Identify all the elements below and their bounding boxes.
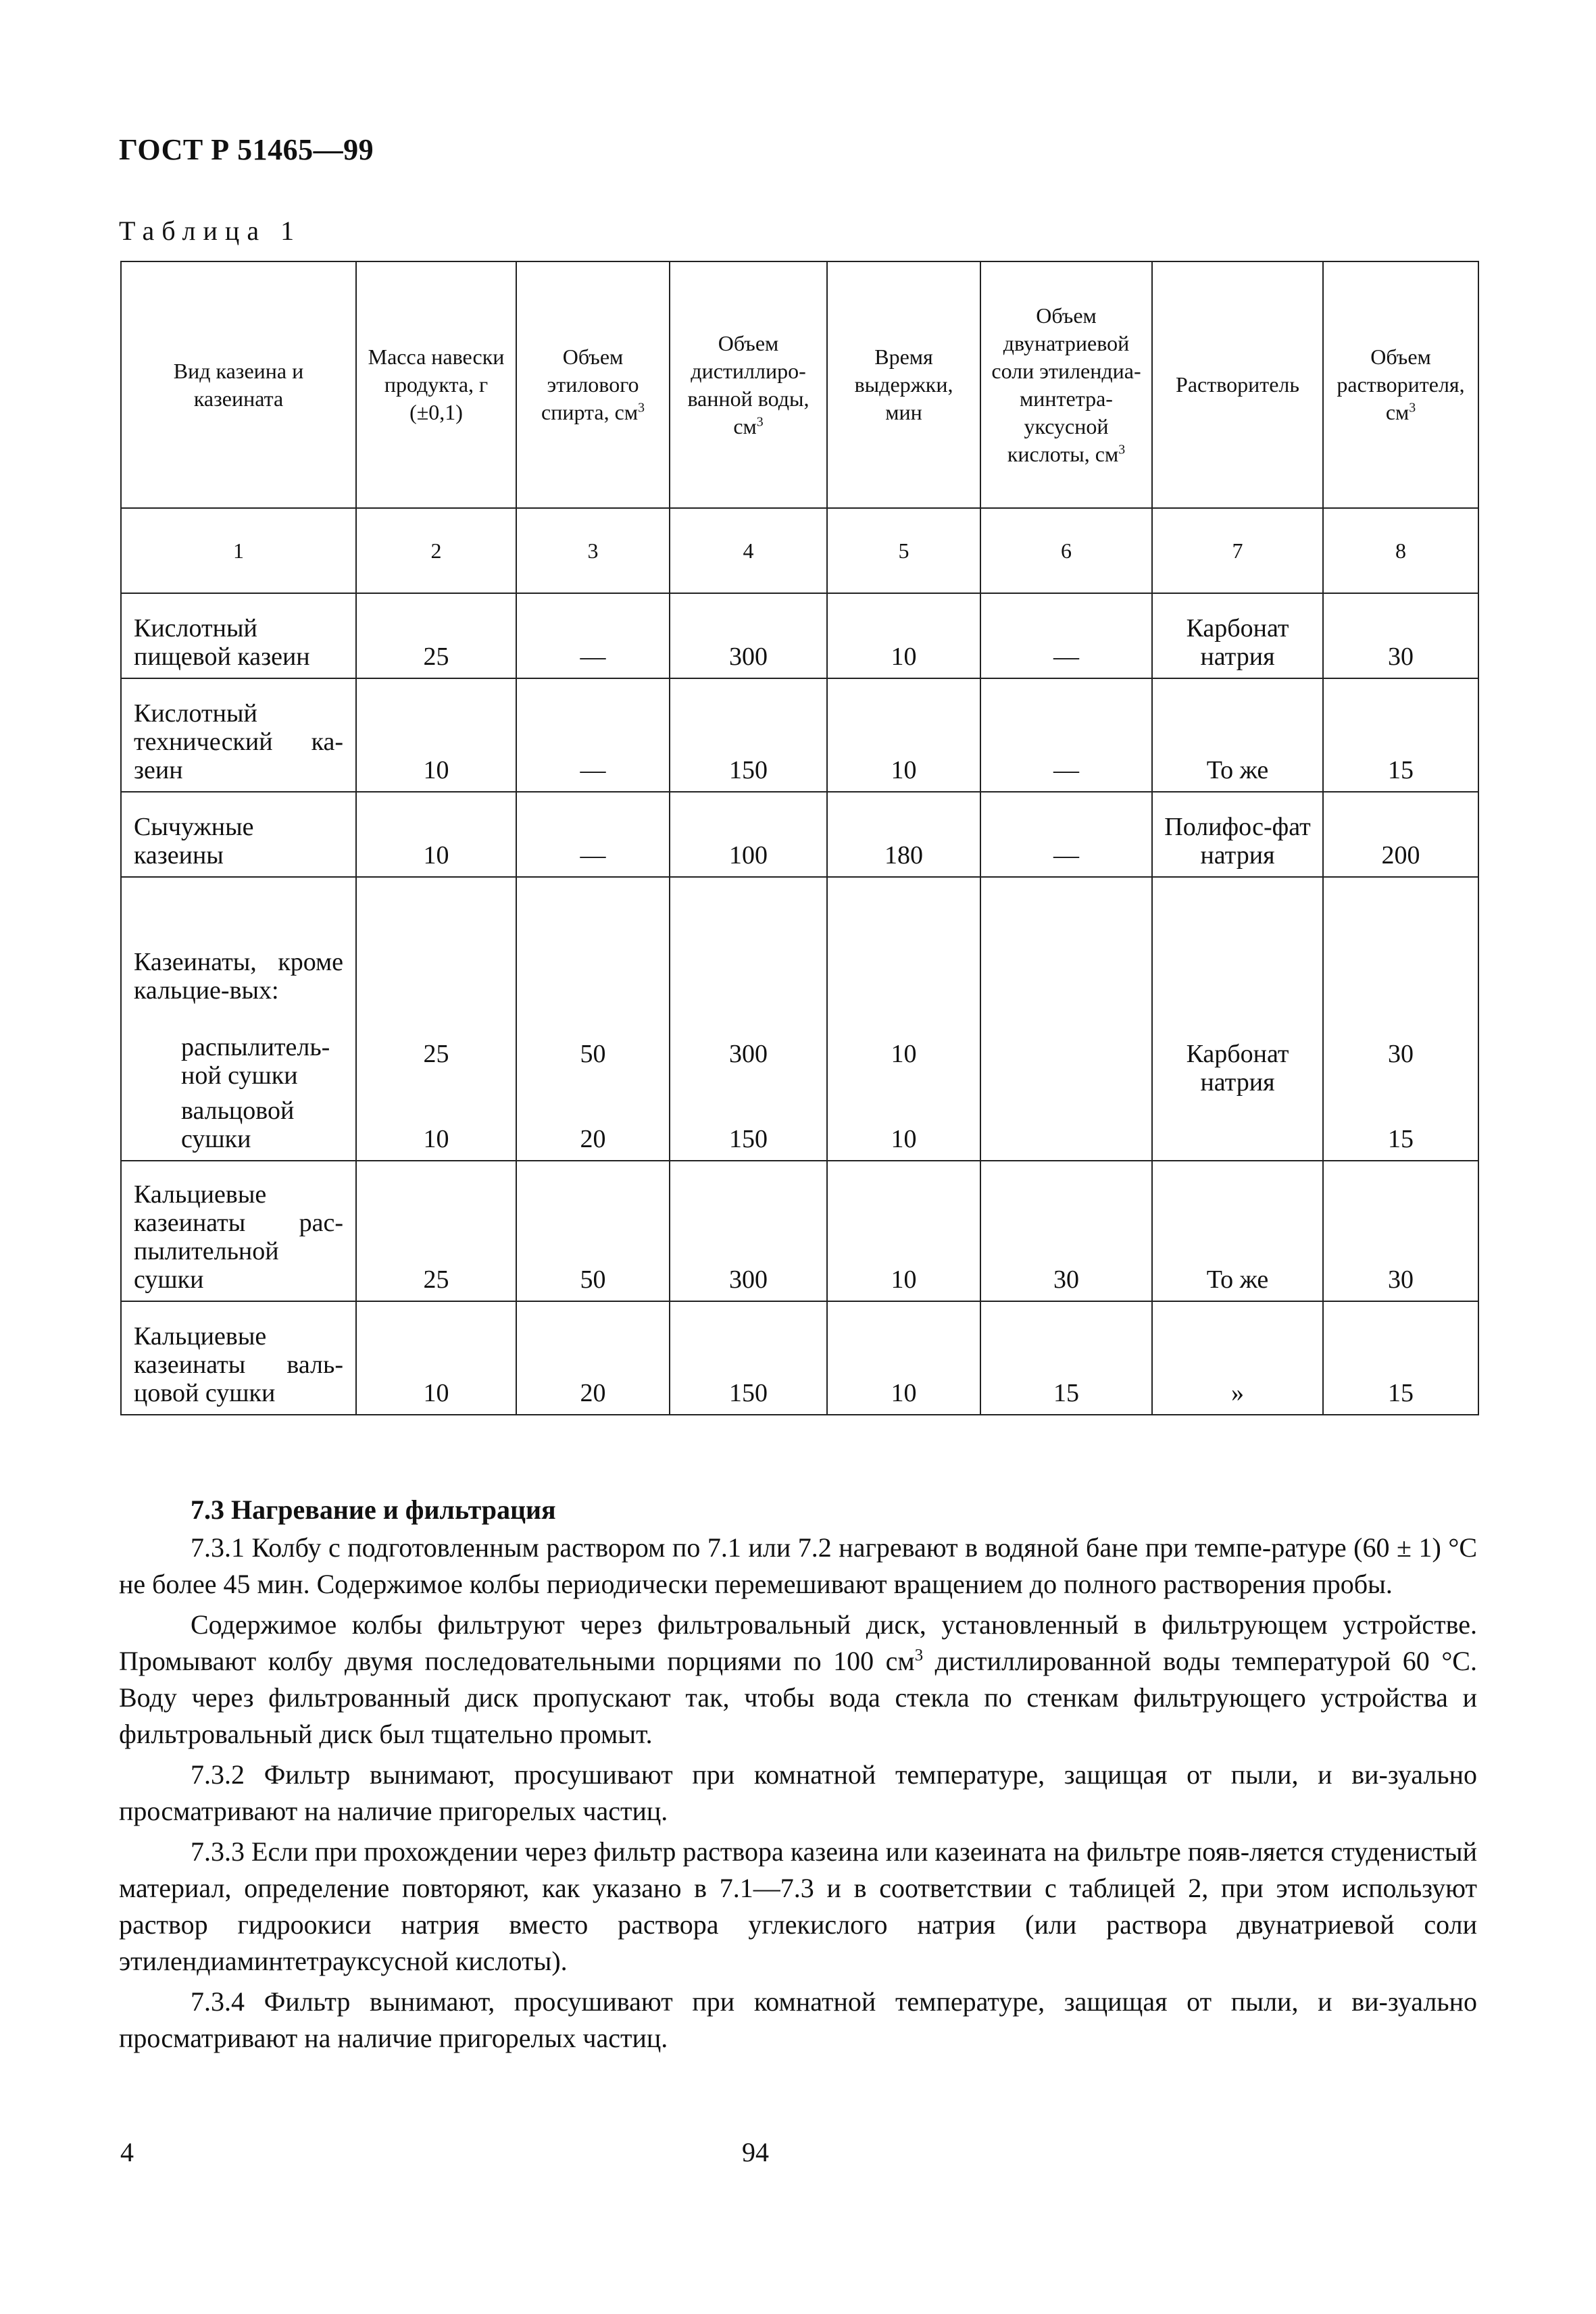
cell-edta: — <box>980 792 1152 877</box>
cell-volume: 15 <box>1323 1301 1478 1415</box>
cell-ethanol: — <box>516 593 670 678</box>
cell-volume: 30 <box>1323 593 1478 678</box>
table-header-row <box>121 261 1478 508</box>
row-group-name: Казеинаты, кроме кальцие-вых: <box>134 948 343 1005</box>
cell-volume: 15 <box>1323 678 1478 792</box>
paragraph-7-3-1: 7.3.1 Колбу с подготовленным раствором по 7.1 или 7.2 нагревают в водяной бане при темпе-ратуре (60 ± 1) °С не более 45 мин. Содержимое колбы периодически перемешивают вращением до полного растворения пробы. <box>119 1532 1477 1599</box>
header-ethanol: Объем этилового спирта, $см^3$ <box>516 261 670 508</box>
cell-ethanol: 20 <box>516 1301 670 1415</box>
cell-solvent: Полифос-фат натрия <box>1152 792 1323 877</box>
column-number: 1 <box>121 508 356 593</box>
cell-edta: 30 <box>980 1161 1152 1301</box>
table-row <box>121 1301 1478 1415</box>
document-header: ГОСТ Р 51465—99 <box>119 133 374 166</box>
cell-volume: 30 <box>1323 1161 1478 1301</box>
cell-time: 10 10 <box>827 877 980 1161</box>
cell-mass: 25 <box>356 593 516 678</box>
header-edta: Объем двунатриевой соли этилендиа-минтетра-уксусной кислоты, $см^3$ <box>980 261 1152 508</box>
column-number-row <box>121 508 1478 593</box>
header-casein-type: Вид казеина и казеината <box>121 261 356 508</box>
table-row <box>121 593 1478 678</box>
row-name: Кальциевые казеинаты рас-пылительной сушки <box>121 1161 356 1301</box>
cell-solvent: Карбонат натрия <box>1152 593 1323 678</box>
column-number: 7 <box>1152 508 1323 593</box>
cell-mass: 10 <box>356 678 516 792</box>
row-name: Кальциевые казеинаты валь-цовой сушки <box>121 1301 356 1415</box>
section-7-3 <box>119 1492 1477 2061</box>
cell-volume: 30 15 <box>1323 877 1478 1161</box>
cell-solvent: Карбонат натрия <box>1152 877 1323 1161</box>
table-row <box>121 1161 1478 1301</box>
cell-water: 100 <box>670 792 827 877</box>
cell-edta <box>980 877 1152 1161</box>
column-number: 6 <box>980 508 1152 593</box>
cell-mass: 25 10 <box>356 877 516 1161</box>
cell-ethanol: — <box>516 678 670 792</box>
cell-solvent: То же <box>1152 1161 1323 1301</box>
cell-mass: 10 <box>356 792 516 877</box>
cell-mass: 25 <box>356 1161 516 1301</box>
cell-water: 300 <box>670 593 827 678</box>
cell-time: 180 <box>827 792 980 877</box>
paragraph-7-3-3: 7.3.3 Если при прохождении через фильтр раствора казеина или казеината на фильтре появ-ляется студенистый материал, определение повторяют, как указано в 7.1—7.3 и в соответствии с таблицей 2, при этом используют раствор гидроокиси натрия вместо раствора углекислого натрия (или раствора двунатриевой соли этилендиаминтетрауксусной кислоты). <box>119 1836 1477 1976</box>
row-name: Кислотный пищевой казеин <box>121 593 356 678</box>
casein-table <box>120 261 1479 1415</box>
column-number: 4 <box>670 508 827 593</box>
paragraph-7-3-4: 7.3.4 Фильтр вынимают, просушивают при комнатной температуре, защищая от пыли, и ви-зуально просматривают на наличие пригорелых частиц. <box>119 1986 1477 2053</box>
sub-row-name: распылитель-ной сушки <box>181 1033 330 1090</box>
page-number-left: 4 <box>120 2137 134 2167</box>
header-water: Объем дистиллиро-ванной воды, $см^3$ <box>670 261 827 508</box>
cell-ethanol: 50 20 <box>516 877 670 1161</box>
row-name <box>121 877 356 1161</box>
cell-water: 150 <box>670 1301 827 1415</box>
page-number-center: 94 <box>742 2137 769 2167</box>
cell-water: 300 150 <box>670 877 827 1161</box>
column-number: 8 <box>1323 508 1478 593</box>
cell-edta: 15 <box>980 1301 1152 1415</box>
section-heading: 7.3 Нагревание и фильтрация <box>191 1494 556 1525</box>
table-row <box>121 678 1478 792</box>
paragraph-filtering: Содержимое колбы фильтруют через фильтровальный диск, установленный в фильтрующем устройстве. Промывают колбу двумя последовательными порциями по 100 $см^3$ дистиллированной воды температурой 60 °С. Воду через фильтрованный диск пропускают так, чтобы вода стекла по стенкам фильтрующего устройства и фильтровальный диск был тщательно промыт. <box>119 1609 1477 1749</box>
header-time: Время выдержки, мин <box>827 261 980 508</box>
cell-time: 10 <box>827 1161 980 1301</box>
header-solvent: Растворитель <box>1152 261 1323 508</box>
column-number: 3 <box>516 508 670 593</box>
cell-volume: 200 <box>1323 792 1478 877</box>
cell-solvent: » <box>1152 1301 1323 1415</box>
cell-solvent: То же <box>1152 678 1323 792</box>
table-caption: Таблица 1 <box>119 216 302 246</box>
cell-edta: — <box>980 678 1152 792</box>
paragraph-7-3-2: 7.3.2 Фильтр вынимают, просушивают при комнатной температуре, защищая от пыли, и ви-зуально просматривают на наличие пригорелых частиц. <box>119 1759 1477 1826</box>
cell-time: 10 <box>827 678 980 792</box>
column-number: 2 <box>356 508 516 593</box>
table-row <box>121 792 1478 877</box>
cell-ethanol: — <box>516 792 670 877</box>
table-row <box>121 877 1478 1161</box>
cell-edta: — <box>980 593 1152 678</box>
row-name: Кислотный технический ка-зеин <box>121 678 356 792</box>
cell-time: 10 <box>827 593 980 678</box>
header-solvent-volume: Объем растворителя, $см^3$ <box>1323 261 1478 508</box>
row-name: Сычужные казеины <box>121 792 356 877</box>
cell-mass: 10 <box>356 1301 516 1415</box>
cell-time: 10 <box>827 1301 980 1415</box>
column-number: 5 <box>827 508 980 593</box>
sub-row-name: вальцовой сушки <box>181 1097 295 1153</box>
cell-water: 300 <box>670 1161 827 1301</box>
cell-ethanol: 50 <box>516 1161 670 1301</box>
cell-water: 150 <box>670 678 827 792</box>
header-mass: Масса навески продукта, г (±0,1) <box>356 261 516 508</box>
